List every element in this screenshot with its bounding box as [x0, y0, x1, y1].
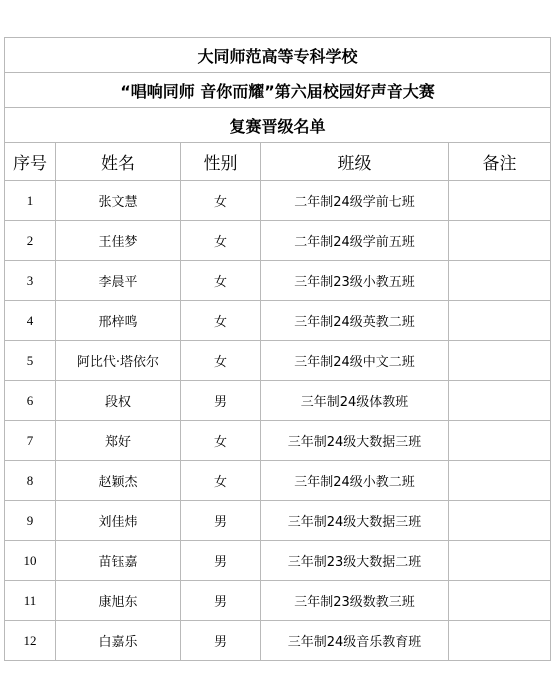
header-no: 序号: [5, 143, 56, 181]
cell-class: 三年制24级小教二班: [261, 461, 449, 501]
cell-name: 邢梓鸣: [56, 301, 181, 341]
cell-gender: 女: [181, 461, 261, 501]
cell-remark: [449, 501, 551, 541]
cell-gender: 女: [181, 261, 261, 301]
cell-gender: 男: [181, 541, 261, 581]
header-class: 班级: [261, 143, 449, 181]
cell-remark: [449, 381, 551, 421]
table-row: [5, 461, 551, 501]
cell-gender: 女: [181, 301, 261, 341]
table-row: [5, 501, 551, 541]
cell-no: 9: [5, 501, 56, 541]
cell-name: 赵颖杰: [56, 461, 181, 501]
cell-no: 5: [5, 341, 56, 381]
cell-name: 康旭东: [56, 581, 181, 621]
cell-no: 4: [5, 301, 56, 341]
table-row: [5, 421, 551, 461]
table-row: [5, 621, 551, 661]
cell-no: 6: [5, 381, 56, 421]
cell-gender: 男: [181, 621, 261, 661]
table-row: [5, 221, 551, 261]
table-row: [5, 181, 551, 221]
cell-remark: [449, 261, 551, 301]
cell-remark: [449, 581, 551, 621]
roster-table: [4, 37, 551, 661]
cell-no: 12: [5, 621, 56, 661]
table-row: [5, 341, 551, 381]
cell-no: 11: [5, 581, 56, 621]
cell-remark: [449, 341, 551, 381]
cell-name: 刘佳炜: [56, 501, 181, 541]
cell-remark: [449, 301, 551, 341]
cell-class: 二年制24级学前七班: [261, 181, 449, 221]
cell-name: 白嘉乐: [56, 621, 181, 661]
table-row: [5, 261, 551, 301]
cell-class: 三年制23级小教五班: [261, 261, 449, 301]
cell-remark: [449, 621, 551, 661]
cell-remark: [449, 421, 551, 461]
cell-remark: [449, 541, 551, 581]
cell-name: 段权: [56, 381, 181, 421]
cell-gender: 女: [181, 421, 261, 461]
cell-gender: 男: [181, 581, 261, 621]
cell-name: 苗钰嘉: [56, 541, 181, 581]
cell-remark: [449, 221, 551, 261]
cell-gender: 女: [181, 181, 261, 221]
cell-name: 张文慧: [56, 181, 181, 221]
roster-sheet: [4, 37, 550, 661]
cell-no: 2: [5, 221, 56, 261]
cell-class: 三年制24级体教班: [261, 381, 449, 421]
cell-remark: [449, 181, 551, 221]
table-row: [5, 541, 551, 581]
cell-class: 三年制24级英教二班: [261, 301, 449, 341]
table-row: [5, 581, 551, 621]
list-title: 复赛晋级名单: [5, 108, 551, 143]
cell-gender: 男: [181, 501, 261, 541]
cell-gender: 女: [181, 221, 261, 261]
cell-class: 三年制24级大数据三班: [261, 501, 449, 541]
cell-class: 二年制24级学前五班: [261, 221, 449, 261]
cell-no: 1: [5, 181, 56, 221]
cell-no: 8: [5, 461, 56, 501]
cell-gender: 女: [181, 341, 261, 381]
cell-class: 三年制24级音乐教育班: [261, 621, 449, 661]
cell-no: 10: [5, 541, 56, 581]
header-gender: 性别: [181, 143, 261, 181]
school-title: 大同师范高等专科学校: [5, 38, 551, 73]
cell-class: 三年制24级中文二班: [261, 341, 449, 381]
event-title: “唱响同师 音你而耀”第六届校园好声音大赛: [5, 73, 551, 108]
cell-no: 3: [5, 261, 56, 301]
cell-class: 三年制23级大数据二班: [261, 541, 449, 581]
header-name: 姓名: [56, 143, 181, 181]
cell-no: 7: [5, 421, 56, 461]
cell-class: 三年制24级大数据三班: [261, 421, 449, 461]
cell-name: 王佳梦: [56, 221, 181, 261]
table-row: [5, 301, 551, 341]
cell-remark: [449, 461, 551, 501]
table-header-row: [5, 143, 551, 181]
cell-class: 三年制23级数教三班: [261, 581, 449, 621]
cell-gender: 男: [181, 381, 261, 421]
cell-name: 阿比代·塔依尔: [56, 341, 181, 381]
header-remark: 备注: [449, 143, 551, 181]
cell-name: 李晨平: [56, 261, 181, 301]
cell-name: 郑好: [56, 421, 181, 461]
table-row: [5, 381, 551, 421]
